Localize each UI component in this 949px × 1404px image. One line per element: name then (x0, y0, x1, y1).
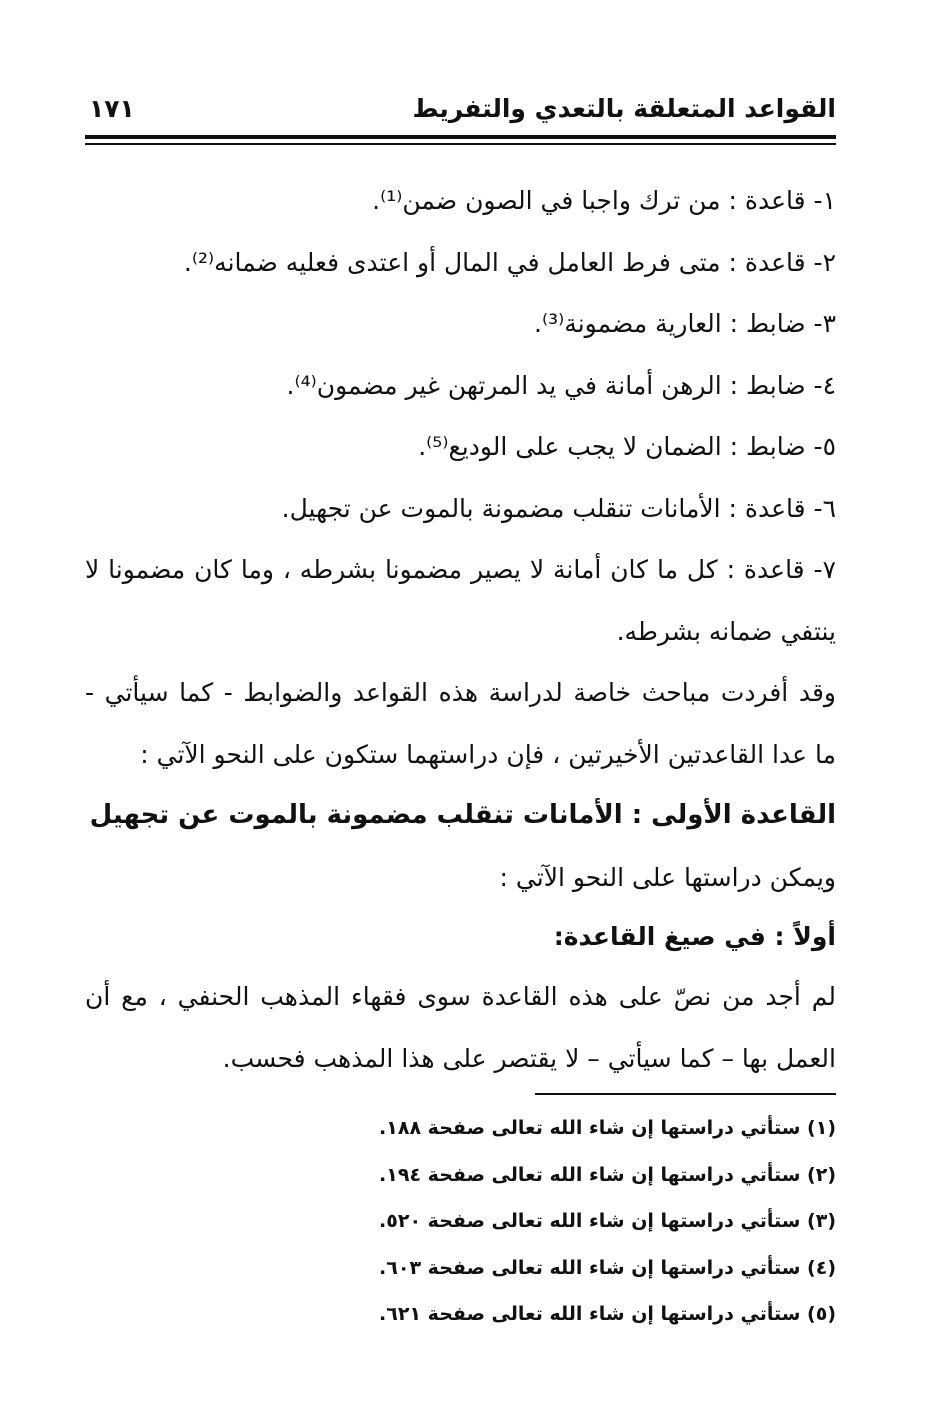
footnote-separator (535, 1093, 836, 1095)
paragraph-line: ويمكن دراستها على النحو الآتي : (499, 862, 836, 892)
paragraph-line: ما عدا القاعدتين الأخيرتين ، فإن دراستهما ستكون على النحو الآتي : (140, 739, 836, 769)
page-number: ١٧١ (89, 94, 135, 123)
subsection-heading: أولاً : في صيغ القاعدة: (553, 922, 836, 951)
rule-line-6: ٦- قاعدة : الأمانات تنقلب مضمونة بالموت عن تجهيل. (281, 493, 836, 523)
header-rule-thin (85, 143, 836, 145)
running-title: القواعد المتعلقة بالتعدي والتفريط (412, 94, 836, 123)
rule-line-1: ١- قاعدة : من ترك واجبا في الصون ضمن⁽¹⁾. (372, 186, 836, 215)
main-text (85, 170, 836, 1089)
rule-line-5: ٥- ضابط : الضمان لا يجب على الوديع⁽⁵⁾. (418, 432, 836, 461)
page-header (85, 92, 836, 134)
paragraph-line: وقد أفردت مباحث خاصة لدراسة هذه القواعد والضوابط - كما سيأتي - (85, 678, 836, 707)
paragraph-line: لم أجد من نصّ على هذه القاعدة سوى فقهاء المذهب الحنفي ، مع أن (85, 982, 836, 1011)
footnotes (85, 1105, 836, 1338)
footnote-4: (٤) ستأتي دراستها إن شاء الله تعالى صفحة ٦٠٣. (379, 1256, 836, 1279)
rule-line-2: ٢- قاعدة : متى فرط العامل في المال أو اعتدى فعليه ضمانه⁽²⁾. (183, 247, 836, 277)
rule-line-4: ٤- ضابط : الرهن أمانة في يد المرتهن غير مضمون⁽⁴⁾. (286, 370, 836, 400)
rule-line-7-cont: ينتفي ضمانه بشرطه. (616, 616, 836, 646)
rule-line-3: ٣- ضابط : العارية مضمونة⁽³⁾. (534, 309, 836, 338)
footnote-1: (١) ستأتي دراستها إن شاء الله تعالى صفحة ١٨٨. (379, 1117, 836, 1139)
header-rule-thick (85, 135, 836, 139)
rule-line-7: ٧- قاعدة : كل ما كان أمانة لا يصير مضمونا بشرطه ، وما كان مضمونا لا (85, 555, 836, 584)
footnote-2: (٢) ستأتي دراستها إن شاء الله تعالى صفحة ١٩٤. (379, 1163, 836, 1186)
footnote-5: (٥) ستأتي دراستها إن شاء الله تعالى صفحة ٦٢١. (379, 1303, 836, 1325)
footnote-3: (٣) ستأتي دراستها إن شاء الله تعالى صفحة ٥٢٠. (379, 1210, 836, 1232)
section-heading: القاعدة الأولى : الأمانات تنقلب مضمونة بالموت عن تجهيل (89, 800, 836, 830)
paragraph-line: العمل بها – كما سيأتي – لا يقتصر على هذا المذهب فحسب. (222, 1043, 836, 1073)
